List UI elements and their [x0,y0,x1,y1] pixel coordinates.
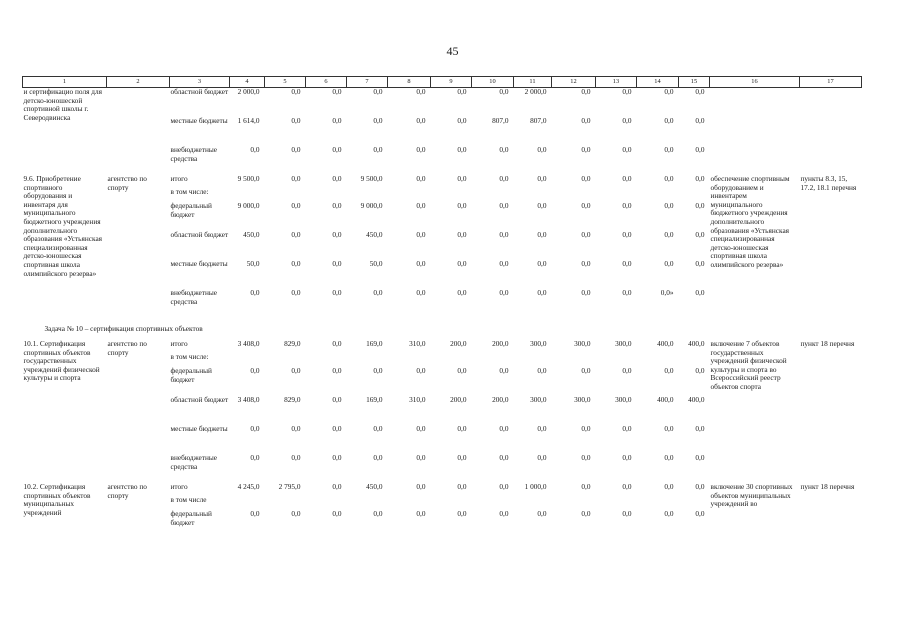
measure-name: и сертификацио поля для детско-юношеской спортивной школы г. Северодвинска [23,87,103,122]
value-cell: 0,0 [537,289,547,297]
value-cell: 0,0 [332,117,342,125]
value-cell: 0,0» [660,289,674,297]
value-cell: 0,0 [622,367,632,375]
value-cell: 0,0 [250,146,260,154]
value-cell: 0,0 [537,146,547,154]
value-cell: 0,0 [622,425,632,433]
value-cell: 0,0 [499,231,509,239]
value-cell: 300,0 [615,396,632,404]
value-cell: 0,0 [622,289,632,297]
value-cell: 0,0 [499,146,509,154]
funding-source: областной бюджет [170,87,229,96]
column-header: 7 [347,77,388,88]
value-cell: 0,0 [416,289,426,297]
value-cell: 0,0 [416,202,426,210]
value-cell: 0,0 [457,425,467,433]
value-cell: 0,0 [664,175,674,183]
funding-source: областной бюджет [170,231,229,239]
value-cell: 0,0 [664,146,674,154]
page-number: 45 [446,44,459,58]
value-cell: 0,0 [457,510,467,518]
funding-source: итого [170,340,188,348]
value-cell: 807,0 [530,117,547,125]
column-header: 5 [265,77,306,88]
value-cell: 0,0 [695,367,705,375]
value-cell: 829,0 [284,396,301,404]
column-header: 3 [170,77,230,88]
expected-result [710,88,800,176]
value-cell: 0,0 [622,87,632,96]
value-cell: 0,0 [416,483,426,491]
program-table [22,76,862,539]
table-row [23,88,862,118]
value-cell: 0,0 [457,367,467,375]
value-cell: 0,0 [457,231,467,239]
value-cell: 0,0 [291,175,301,183]
value-cell: 0,0 [291,260,301,268]
executor: агентство по спорту [107,175,147,192]
measure-name: 9.6. Приобретение спортивного оборудования и инвентаря для муниципального бюджетного учреждения дополнительного образования «Устьянская специализированная детско-юношеская спортивная школа олимпийского резерва» [23,175,103,278]
table-row [23,483,862,496]
column-header: 4 [230,77,265,88]
value-cell: 0,0 [457,87,467,96]
value-cell: 200,0 [450,340,467,348]
value-cell: 0,0 [499,202,509,210]
value-cell: 0,0 [332,202,342,210]
value-cell: 0,0 [499,367,509,375]
value-cell: 0,0 [291,202,301,210]
funding-source: внебюджетные средства [170,146,218,163]
funding-source: федеральный бюджет [170,367,212,384]
value-cell: 0,0 [416,425,426,433]
value-cell: 0,0 [291,231,301,239]
value-cell: 0,0 [537,367,547,375]
value-cell: 0,0 [581,425,591,433]
column-header: 11 [514,77,552,88]
value-cell: 9 500,0 [237,175,260,183]
indicator-link: пункт 18 перечня [800,340,855,348]
value-cell: 300,0 [615,340,632,348]
value-cell: 0,0 [291,289,301,297]
value-cell: 3 408,0 [237,396,260,404]
value-cell: 0,0 [499,510,509,518]
value-cell: 0,0 [581,260,591,268]
value-cell: 0,0 [373,117,383,125]
value-cell: 0,0 [695,175,705,183]
value-cell: 0,0 [695,510,705,518]
value-cell: 0,0 [457,483,467,491]
funding-source: местные бюджеты [170,260,228,268]
indicator-link: пункт 18 перечня [800,483,855,491]
task-heading: Задача № 10 – сертификация спортивных объектов [44,323,203,333]
value-cell: 0,0 [664,454,674,462]
value-cell: 0,0 [457,146,467,154]
value-cell: 400,0 [657,340,674,348]
value-cell: 0,0 [416,510,426,518]
column-header: 17 [800,77,862,88]
funding-source: местные бюджеты [170,117,228,125]
value-cell: 0,0 [373,87,383,96]
value-cell: 0,0 [664,231,674,239]
value-cell: 0,0 [291,146,301,154]
expected-result: обеспечение спортивным оборудованием и инвентарем муниципального бюджетного учреждения дополнительного образования «Устьянская специализированная детско-юношеская спортивная школа олимпийского резерва» [710,175,790,270]
table-body [23,77,862,540]
value-cell: 0,0 [664,87,674,96]
value-cell: 0,0 [581,175,591,183]
value-cell: 0,0 [291,367,301,375]
value-cell: 0,0 [250,367,260,375]
value-cell: 0,0 [581,289,591,297]
column-header: 13 [596,77,637,88]
value-cell: 0,0 [332,340,342,348]
value-cell: 300,0 [530,396,547,404]
expected-result: включение 7 объектов государственных учреждений физической культуры и спорта во Всероссийский реестр объектов спорта [710,340,787,392]
value-cell: 0,0 [416,454,426,462]
funding-source: внебюджетные средства [170,289,218,306]
value-cell: 3 408,0 [237,340,260,348]
value-cell: 300,0 [574,340,591,348]
funding-source: федеральный бюджет [170,202,212,219]
executor [107,88,170,176]
value-cell: 0,0 [695,87,705,96]
value-cell: 0,0 [581,483,591,491]
value-cell: 0,0 [332,425,342,433]
value-cell: 0,0 [622,175,632,183]
value-cell: 0,0 [416,260,426,268]
value-cell: 0,0 [622,202,632,210]
executor: агентство по спорту [107,340,147,357]
value-cell: 0,0 [581,454,591,462]
value-cell: 0,0 [332,175,342,183]
funding-source: внебюджетные средства [170,454,218,471]
value-cell: 0,0 [664,260,674,268]
funding-source: итого [170,175,188,183]
value-cell: 0,0 [332,510,342,518]
value-cell: 300,0 [574,396,591,404]
value-cell: 0,0 [332,454,342,462]
value-cell: 0,0 [291,117,301,125]
value-cell: 0,0 [622,231,632,239]
value-cell: 0,0 [373,425,383,433]
column-header: 14 [637,77,679,88]
column-header: 2 [107,77,170,88]
value-cell: 0,0 [291,510,301,518]
column-header: 9 [431,77,472,88]
value-cell: 0,0 [499,289,509,297]
value-cell: 200,0 [450,396,467,404]
value-cell: 0,0 [581,117,591,125]
value-cell: 0,0 [457,175,467,183]
column-header: 1 [23,77,107,88]
value-cell: 0,0 [537,510,547,518]
value-cell: 0,0 [695,483,705,491]
value-cell: 200,0 [492,396,509,404]
value-cell: 0,0 [332,231,342,239]
value-cell: 0,0 [695,454,705,462]
value-cell: 450,0 [243,231,260,239]
value-cell: 0,0 [250,289,260,297]
value-cell: 0,0 [457,289,467,297]
value-cell: 0,0 [537,425,547,433]
column-header: 12 [552,77,596,88]
value-cell: 0,0 [664,425,674,433]
value-cell: 0,0 [499,483,509,491]
column-header: 15 [679,77,710,88]
value-cell: 0,0 [416,146,426,154]
funding-source: областной бюджет [170,396,229,404]
value-cell: 0,0 [664,367,674,375]
value-cell: 0,0 [622,454,632,462]
value-cell: 4 245,0 [237,483,260,491]
value-cell: 0,0 [695,231,705,239]
value-cell: 0,0 [250,425,260,433]
value-cell: 400,0 [688,340,705,348]
value-cell: 450,0 [366,483,383,491]
value-cell: 0,0 [695,202,705,210]
value-cell: 0,0 [499,260,509,268]
value-cell: 0,0 [581,510,591,518]
value-cell: 0,0 [664,202,674,210]
value-cell: 0,0 [373,454,383,462]
value-cell: 50,0 [246,260,260,268]
value-cell: 0,0 [332,367,342,375]
value-cell: 0,0 [622,483,632,491]
value-cell: 0,0 [581,367,591,375]
value-cell: 0,0 [664,483,674,491]
value-cell: 0,0 [457,117,467,125]
value-cell: 0,0 [291,454,301,462]
value-cell: 0,0 [581,87,591,96]
funding-source: федеральный бюджет [170,510,212,527]
value-cell: 0,0 [695,289,705,297]
value-cell: 0,0 [622,510,632,518]
value-cell: 0,0 [499,87,509,96]
column-header: 16 [710,77,800,88]
value-cell: 50,0 [369,260,383,268]
including-label: в том числе: [170,188,209,196]
value-cell: 169,0 [366,396,383,404]
value-cell: 0,0 [416,175,426,183]
value-cell: 0,0 [332,483,342,491]
value-cell: 200,0 [492,340,509,348]
executor: агентство по спорту [107,483,147,500]
value-cell: 0,0 [499,425,509,433]
value-cell: 0,0 [664,510,674,518]
value-cell: 0,0 [695,425,705,433]
value-cell: 9 000,0 [237,202,260,210]
table-row [23,175,862,188]
value-cell: 0,0 [695,146,705,154]
including-label: в том числе: [170,353,209,361]
value-cell: 0,0 [457,202,467,210]
funding-source: итого [170,483,188,491]
value-cell: 807,0 [492,117,509,125]
value-cell: 0,0 [332,289,342,297]
value-cell: 0,0 [416,87,426,96]
table-row [23,340,862,353]
value-cell: 0,0 [250,510,260,518]
value-cell: 0,0 [332,146,342,154]
table-row [23,318,862,340]
value-cell: 0,0 [581,202,591,210]
value-cell: 0,0 [250,454,260,462]
value-cell: 2 000,0 [237,87,260,96]
column-header-row [23,77,862,88]
value-cell: 0,0 [416,231,426,239]
measure-name: 10.2. Сертификация спортивных объектов муниципальных учреждений [23,483,91,517]
value-cell: 0,0 [581,231,591,239]
value-cell: 0,0 [537,260,547,268]
value-cell: 0,0 [499,175,509,183]
value-cell: 169,0 [366,340,383,348]
value-cell: 0,0 [373,146,383,154]
value-cell: 310,0 [409,340,426,348]
value-cell: 9 000,0 [360,202,383,210]
value-cell: 0,0 [537,202,547,210]
column-header: 8 [388,77,431,88]
value-cell: 0,0 [416,367,426,375]
value-cell: 9 500,0 [360,175,383,183]
value-cell: 1 000,0 [524,483,547,491]
value-cell: 0,0 [581,146,591,154]
value-cell: 0,0 [537,231,547,239]
value-cell: 400,0 [657,396,674,404]
value-cell: 0,0 [373,289,383,297]
value-cell: 1 614,0 [237,117,260,125]
value-cell: 0,0 [664,117,674,125]
value-cell: 0,0 [373,367,383,375]
value-cell: 0,0 [622,260,632,268]
column-header: 6 [306,77,347,88]
value-cell: 0,0 [622,146,632,154]
value-cell: 0,0 [332,396,342,404]
value-cell: 0,0 [373,510,383,518]
value-cell: 0,0 [291,87,301,96]
value-cell: 0,0 [695,117,705,125]
value-cell: 0,0 [291,425,301,433]
value-cell: 0,0 [537,454,547,462]
value-cell: 829,0 [284,340,301,348]
value-cell: 0,0 [695,260,705,268]
value-cell: 450,0 [366,231,383,239]
measure-name: 10.1. Сертификация спортивных объектов государственных учреждений физической культуры и спорта [23,340,100,383]
value-cell: 2 000,0 [524,87,547,96]
value-cell: 0,0 [537,175,547,183]
value-cell: 400,0 [688,396,705,404]
value-cell: 0,0 [622,117,632,125]
including-label: в том числе [170,496,207,504]
value-cell: 2 795,0 [278,483,301,491]
value-cell: 0,0 [332,260,342,268]
funding-source: местные бюджеты [170,425,228,433]
value-cell: 0,0 [499,454,509,462]
value-cell: 300,0 [530,340,547,348]
indicator-link: пункты 8.3, 15, 17.2, 18.1 перечня [800,175,857,192]
value-cell: 0,0 [332,87,342,96]
value-cell: 310,0 [409,396,426,404]
column-header: 10 [472,77,514,88]
indicator-link [800,88,862,176]
value-cell: 0,0 [457,260,467,268]
expected-result: включение 30 спортивных объектов муниципальных учреждений во [710,483,793,509]
value-cell: 0,0 [457,454,467,462]
value-cell: 0,0 [416,117,426,125]
